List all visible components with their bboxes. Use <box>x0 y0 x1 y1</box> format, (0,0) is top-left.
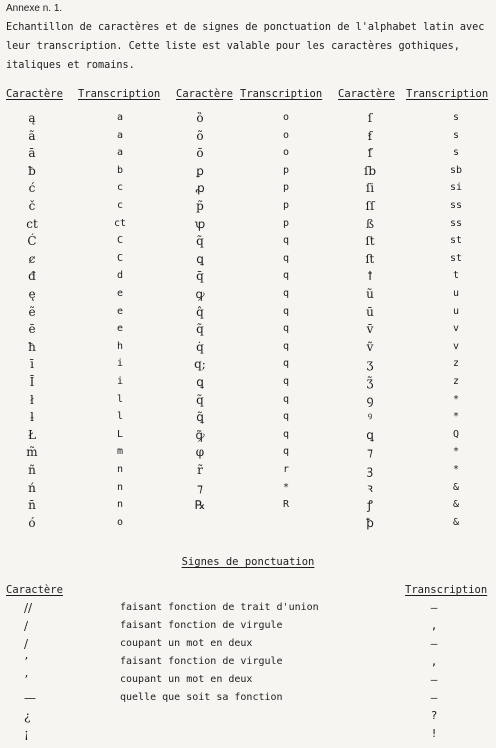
table-transcription: o <box>282 129 290 141</box>
table-transcription: v <box>452 340 460 352</box>
punctuation-glyph: // <box>24 601 33 615</box>
table-glyph: ꝙ̃ <box>195 427 205 442</box>
table-transcription: o <box>282 112 290 123</box>
table-transcription: q <box>282 358 290 370</box>
table-glyph: ſb <box>363 163 377 178</box>
punctuation-transcription: , <box>430 619 438 632</box>
table-glyph: ꝑ <box>196 163 204 178</box>
table-glyph: ñ <box>28 463 36 477</box>
table-transcription: a <box>116 147 124 159</box>
table-glyph: ī <box>30 357 34 372</box>
table-glyph: ȍ <box>196 111 204 125</box>
table-transcription: ct <box>113 217 127 229</box>
table-glyph: ą <box>28 111 36 125</box>
table-glyph: ā <box>28 146 36 161</box>
punctuation-transcription: – <box>430 637 438 650</box>
punctuation-glyph: ¡ <box>24 727 29 741</box>
table-transcription: h <box>116 340 124 352</box>
table-glyph: p̃ <box>196 199 204 213</box>
table-glyph: ć <box>28 181 36 196</box>
table-glyph: ꝉ <box>367 269 373 284</box>
table-glyph: q̄ <box>196 269 204 284</box>
table-glyph: q̃ <box>196 234 204 249</box>
table-glyph: ħ <box>28 339 36 354</box>
table-transcription: * <box>452 393 460 405</box>
table-glyph: ꝥ <box>366 515 374 530</box>
table-transcription: u <box>452 288 460 299</box>
table-transcription: q <box>282 235 290 247</box>
table-glyph: ẜ <box>367 128 373 143</box>
table-transcription: e <box>116 288 124 299</box>
table-transcription: R <box>282 499 290 511</box>
table-transcription: q <box>282 376 290 387</box>
table-glyph: ń <box>28 480 36 495</box>
table-glyph: ƚ <box>30 410 34 425</box>
table-transcription: q <box>282 340 290 352</box>
punctuation-row <box>0 690 496 706</box>
table-transcription: s <box>452 129 460 141</box>
table-glyph: ꝫ <box>366 463 374 477</box>
table-transcription: C <box>116 252 124 264</box>
table-transcription: ss <box>449 200 463 211</box>
table-glyph: ṽ <box>366 339 374 354</box>
table-glyph: č <box>28 199 36 213</box>
table-glyph: ꝗ <box>196 251 204 266</box>
table-glyph: ꝛ <box>367 480 373 495</box>
table-glyph: q; <box>194 357 206 372</box>
table-transcription: sb <box>449 164 463 176</box>
punctuation-transcription: , <box>430 655 438 668</box>
table-transcription: c <box>116 200 124 211</box>
table-transcription: * <box>452 446 460 458</box>
table-glyph: ⁊ <box>367 445 373 460</box>
table-glyph: ﬅ <box>365 251 375 266</box>
table-glyph: Ł <box>27 427 37 442</box>
table-glyph: Ć <box>27 234 37 249</box>
column-header-char: Caractère <box>176 88 233 100</box>
table-glyph: ſt <box>365 234 375 249</box>
table-glyph: ꝗ <box>366 427 374 442</box>
table-transcription: e <box>116 323 124 335</box>
table-transcription: a <box>116 112 124 123</box>
table-glyph: ꝯ <box>366 392 374 407</box>
table-glyph: ℞ <box>194 498 206 513</box>
punctuation-row <box>0 654 496 670</box>
table-glyph: q̇ <box>196 339 204 354</box>
table-glyph: v̄ <box>366 322 374 337</box>
table-glyph: ó <box>28 515 36 530</box>
table-transcription: C <box>116 235 124 247</box>
punctuation-header-trans: Transcription <box>405 584 488 596</box>
table-transcription: z <box>452 358 460 370</box>
table-transcription: e <box>116 305 124 317</box>
table-glyph: ũ <box>366 287 374 301</box>
punctuation-description: coupant un mot en deux <box>120 674 253 685</box>
punctuation-description: faisant fonction de virgule <box>120 656 283 667</box>
table-transcription: p <box>282 182 290 194</box>
punctuation-row <box>0 636 496 652</box>
table-glyph: ꝰ <box>367 410 373 425</box>
table-transcription: l <box>116 411 124 423</box>
punctuation-transcription: ? <box>430 709 438 722</box>
punctuation-glyph: / <box>24 637 29 651</box>
table-glyph: ꝙ <box>195 287 205 301</box>
table-glyph: q̃ <box>196 392 204 407</box>
table-transcription: Q <box>452 428 460 440</box>
table-glyph: r̃ <box>197 463 203 477</box>
table-transcription: si <box>449 182 463 194</box>
table-transcription: q <box>282 393 290 405</box>
table-glyph: ʒ <box>366 357 374 372</box>
table-glyph: ꝗ̃ <box>196 410 204 425</box>
punctuation-description: coupant un mot en deux <box>120 638 253 649</box>
punctuation-transcription: ! <box>430 727 438 740</box>
table-glyph: ⁊ <box>197 480 203 495</box>
table-glyph: Ī <box>29 375 35 389</box>
table-glyph: ę <box>28 287 36 301</box>
table-transcription: i <box>116 376 124 387</box>
punctuation-glyph: ʼ <box>24 655 28 669</box>
annex-number: Annexe n. 1. <box>6 3 63 14</box>
table-glyph: ꝗ <box>196 375 204 389</box>
table-transcription: o <box>116 516 124 528</box>
punctuation-row <box>0 600 496 616</box>
punctuation-description: faisant fonction de trait d'union <box>120 602 319 613</box>
table-transcription: p <box>282 200 290 211</box>
table-glyph: ꝓ <box>195 181 205 196</box>
column-header-trans: Transcription <box>78 88 161 100</box>
punctuation-glyph: — <box>24 691 36 705</box>
table-transcription: p <box>282 217 290 229</box>
table-glyph: ꝕ <box>194 216 206 231</box>
table-glyph: m̃ <box>26 445 38 460</box>
punctuation-transcription: – <box>430 601 438 614</box>
table-transcription: L <box>116 428 124 440</box>
table-glyph: ã <box>28 128 36 143</box>
table-glyph: ꝭ <box>367 498 373 513</box>
table-transcription: s <box>452 112 460 123</box>
table-glyph: q̃ <box>196 322 204 337</box>
punctuation-header-char: Caractère <box>6 584 63 596</box>
table-transcription: st <box>449 235 463 247</box>
table-glyph: ſſ <box>365 199 375 213</box>
table-transcription: s <box>452 147 460 159</box>
table-transcription: st <box>449 252 463 264</box>
table-transcription: * <box>282 481 290 493</box>
table-transcription: & <box>452 481 460 493</box>
table-glyph: ȼ <box>28 251 36 266</box>
table-glyph: ū <box>366 304 374 319</box>
punctuation-row <box>0 618 496 634</box>
table-glyph: ł <box>30 392 34 407</box>
table-transcription: q <box>282 446 290 458</box>
table-transcription: q <box>282 323 290 335</box>
punctuation-glyph: / <box>24 619 29 633</box>
table-transcription: & <box>452 516 460 528</box>
table-transcription: i <box>116 358 124 370</box>
table-transcription: n <box>116 464 124 475</box>
punctuation-row <box>0 726 496 742</box>
table-transcription: d <box>116 270 124 282</box>
table-glyph: n̄ <box>28 498 36 513</box>
table-transcription: q <box>282 411 290 423</box>
table-glyph: ē <box>28 322 36 337</box>
column-header-char: Caractère <box>338 88 395 100</box>
table-glyph: ſ <box>367 111 373 125</box>
table-glyph: ʒ̃ <box>366 375 374 389</box>
table-glyph: ſi <box>365 181 375 196</box>
table-transcription: o <box>282 147 290 159</box>
punctuation-transcription: – <box>430 673 438 686</box>
table-transcription: p <box>282 164 290 176</box>
punctuation-description: quelle que soit sa fonction <box>120 692 283 703</box>
table-glyph: ō <box>196 146 204 161</box>
punctuation-transcription: – <box>430 691 438 704</box>
column-header-trans: Transcription <box>406 88 489 100</box>
table-transcription: q <box>282 252 290 264</box>
table-glyph: ƀ <box>28 163 36 178</box>
table-transcription: * <box>452 464 460 475</box>
table-transcription: m <box>116 446 124 458</box>
intro-text: Echantillon de caractères et de signes de ponctuation de l'alphabet latin avec leur transcription. Cette liste est valable pour les caractères gothiques, italiques et romains. <box>6 22 485 71</box>
table-glyph: ß <box>365 216 374 231</box>
table-transcription: r <box>282 464 290 475</box>
table-transcription: * <box>452 411 460 423</box>
table-transcription: u <box>452 305 460 317</box>
table-transcription: q <box>282 288 290 299</box>
table-transcription: q <box>282 270 290 282</box>
table-transcription: a <box>116 129 124 141</box>
table-glyph: ct <box>26 216 38 231</box>
table-transcription: n <box>116 481 124 493</box>
punctuation-title: Signes de ponctuation <box>181 556 315 568</box>
table-transcription: n <box>116 499 124 511</box>
table-transcription: & <box>452 499 460 511</box>
table-transcription: q <box>282 305 290 317</box>
punctuation-description: faisant fonction de virgule <box>120 620 283 631</box>
table-transcription: z <box>452 376 460 387</box>
punctuation-glyph: ʼ <box>24 673 28 687</box>
column-header-char: Caractère <box>6 88 63 100</box>
table-glyph: q̂ <box>196 304 204 319</box>
table-transcription: c <box>116 182 124 194</box>
table-transcription: v <box>452 323 460 335</box>
table-glyph: ẝ <box>367 146 373 161</box>
punctuation-row <box>0 708 496 724</box>
table-transcription: q <box>282 428 290 440</box>
column-header-trans: Transcription <box>240 88 323 100</box>
table-transcription: l <box>116 393 124 405</box>
table-transcription: ss <box>449 217 463 229</box>
table-glyph: đ <box>28 269 36 284</box>
table-transcription: b <box>116 164 124 176</box>
table-glyph: õ <box>196 128 204 143</box>
table-transcription: t <box>452 270 460 282</box>
table-glyph: φ <box>195 445 205 460</box>
table-glyph: ẽ <box>28 304 36 319</box>
punctuation-row <box>0 672 496 688</box>
punctuation-glyph: ¿ <box>24 709 31 723</box>
